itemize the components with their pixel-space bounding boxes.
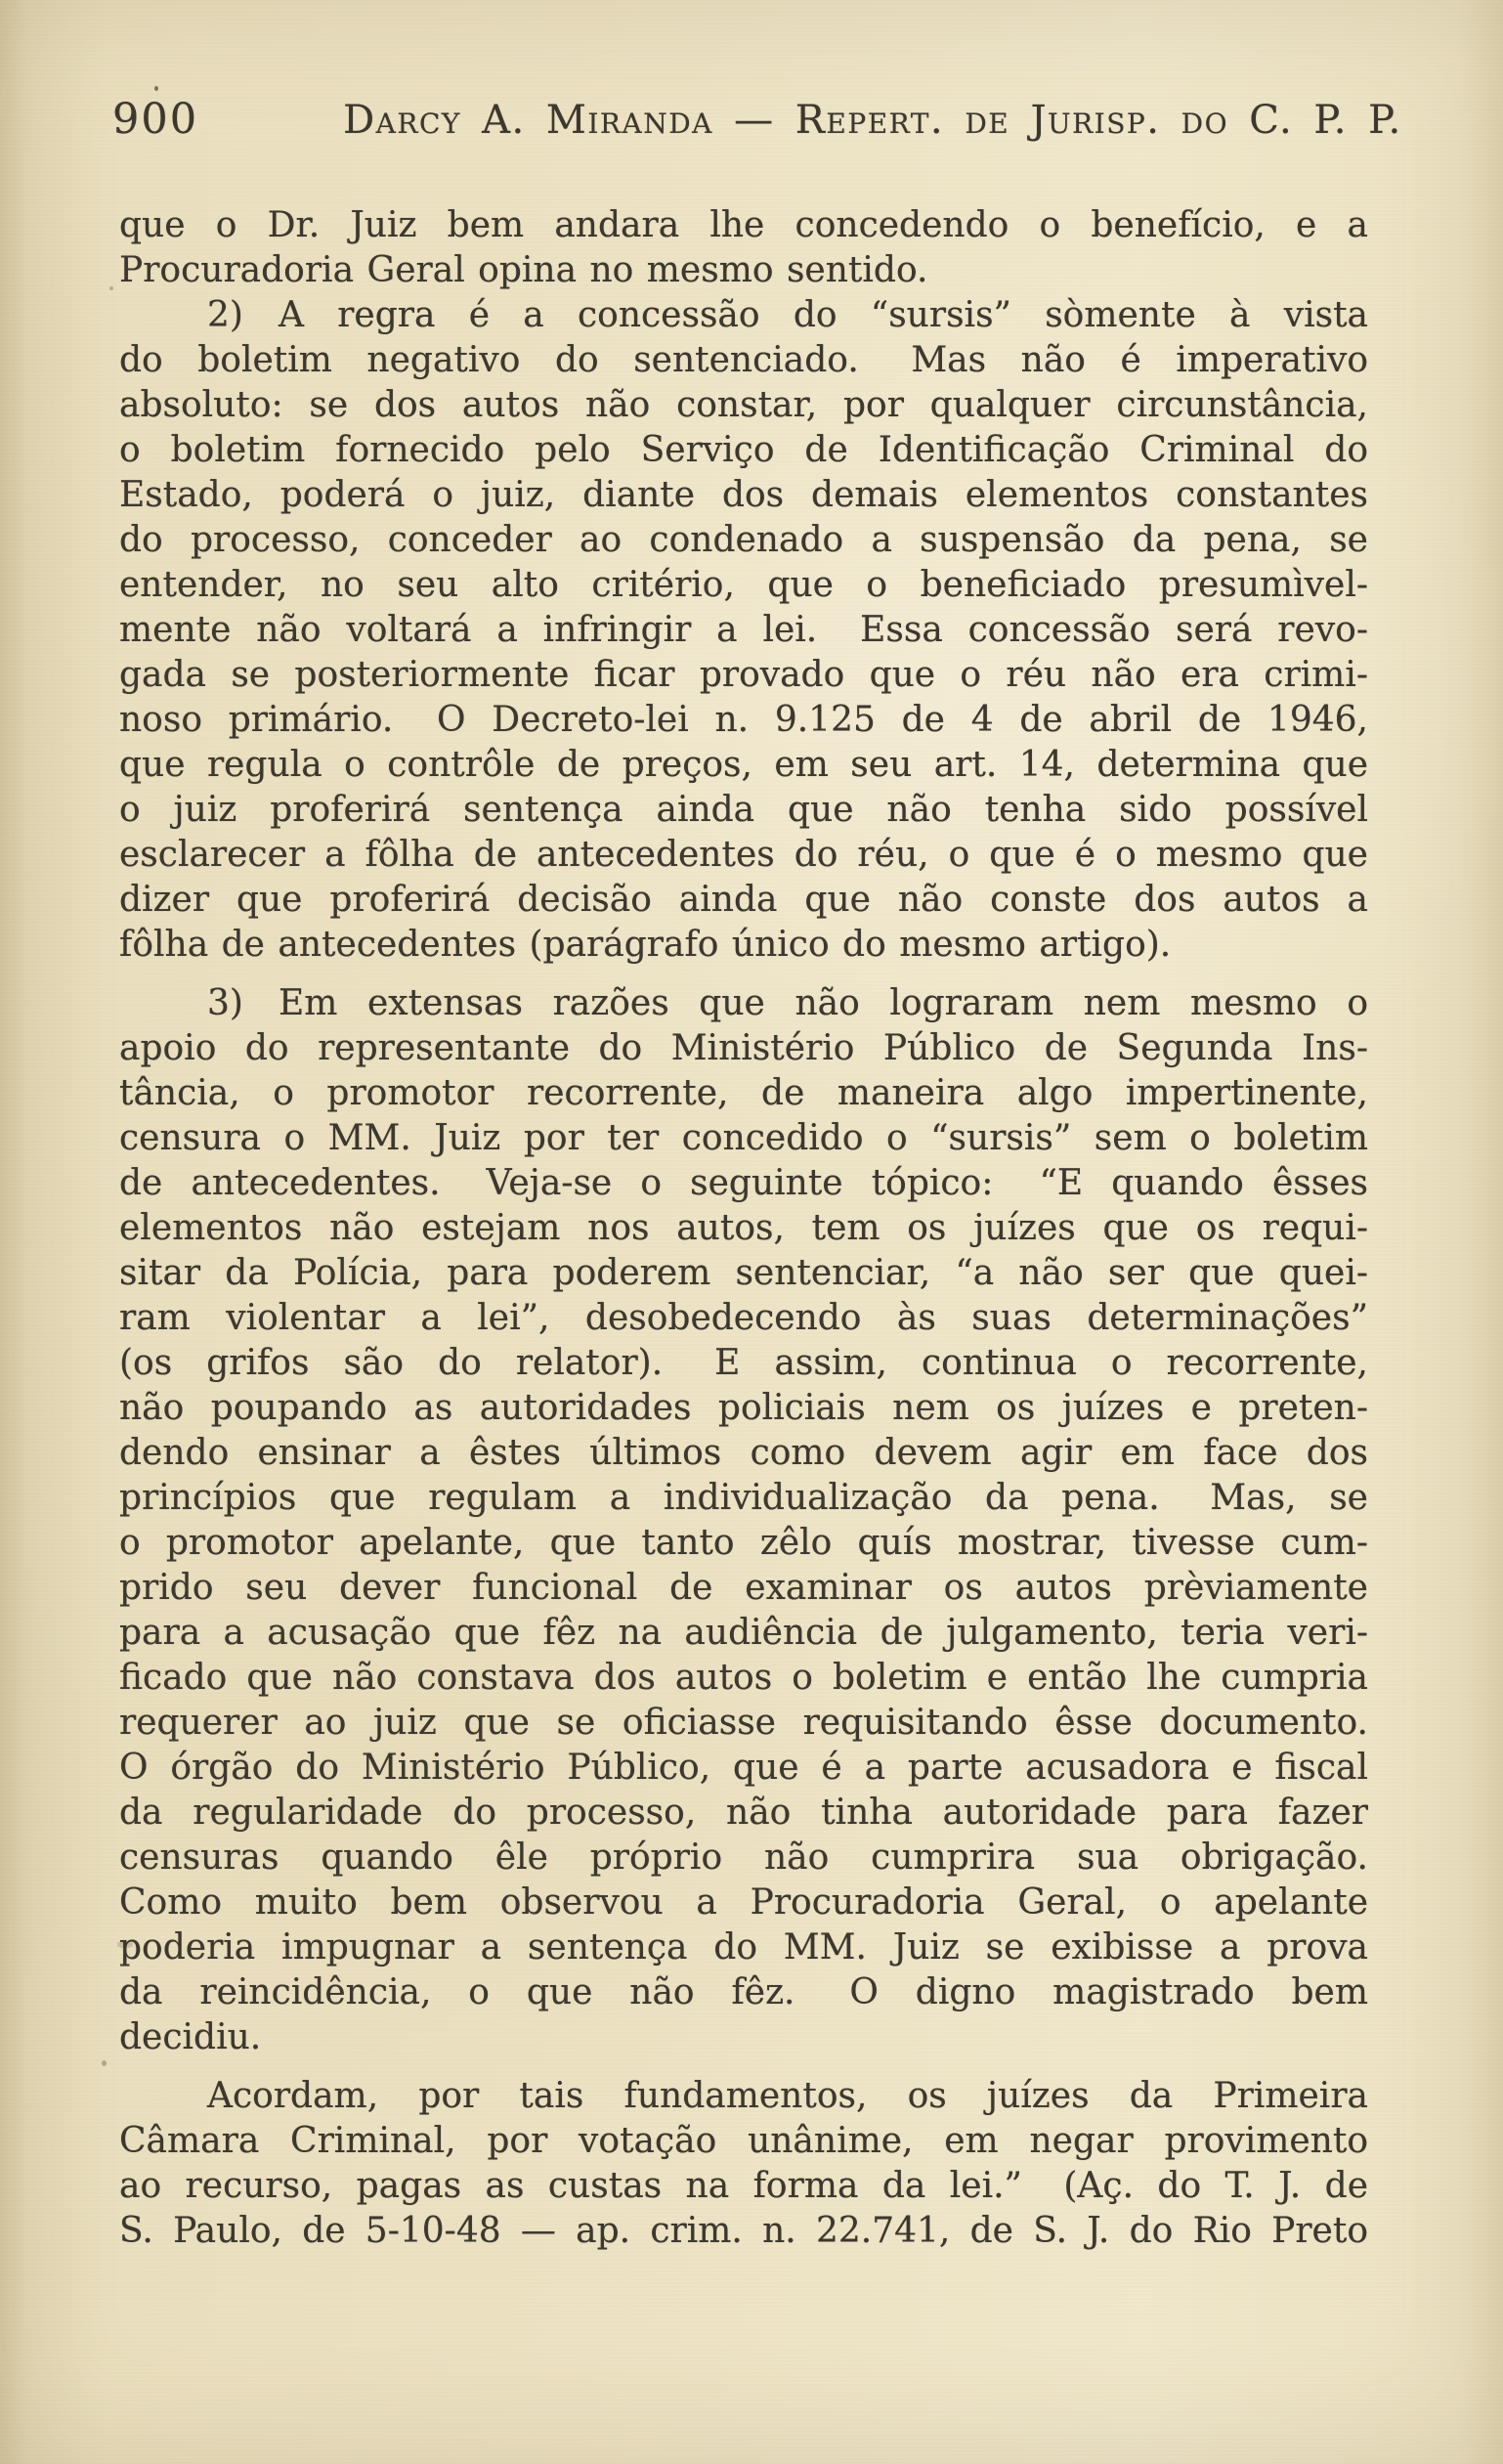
- text-line: dizer que proferirá decisão ainda que não conste dos autos a: [119, 880, 1368, 920]
- text-line: absoluto: se dos autos não constar, por qualquer circunstância,: [119, 385, 1368, 425]
- text-line: censura o MM. Juiz por ter concedido o “sursis” sem o boletim: [119, 1118, 1368, 1158]
- ink-speck: [109, 286, 113, 290]
- text-line: entender, no seu alto critério, que o beneficiado presumìvel-: [119, 565, 1368, 605]
- text-line: do boletim negativo do sentenciado. Mas não é imperativo: [119, 340, 1368, 380]
- text-line: do processo, conceder ao condenado a suspensão da pena, se: [119, 520, 1368, 560]
- text-line: Estado, poderá o juiz, diante dos demais elementos constantes: [119, 475, 1368, 515]
- text-line: decidiu.: [119, 2017, 262, 2057]
- paragraph: [119, 2074, 1368, 2254]
- ink-speck: [154, 86, 158, 91]
- text-line: o juiz proferirá sentença ainda que não tenha sido possível: [119, 790, 1368, 830]
- text-line: ram violentar a lei”, desobedecendo às suas determinações”: [119, 1298, 1368, 1338]
- text-line: 3) Em extensas razões que não lograram nem mesmo o: [207, 983, 1368, 1023]
- paragraph: [119, 203, 1368, 293]
- text-line: sitar da Polícia, para poderem sentenciar, “a não ser que quei-: [119, 1253, 1368, 1293]
- paragraph: [119, 293, 1368, 968]
- text-line: gada se posteriormente ficar provado que o réu não era crimi-: [119, 655, 1368, 695]
- text-line: S. Paulo, de 5-10-48 — ap. crim. n. 22.741, de S. J. do Rio Preto: [119, 2211, 1368, 2251]
- text-line: para a acusação que fêz na audiência de julgamento, teria veri-: [119, 1613, 1368, 1653]
- text-line: de antecedentes. Veja-se o seguinte tópico: “E quando êsses: [119, 1163, 1368, 1203]
- text-line: elementos não estejam nos autos, tem os juízes que os requi-: [119, 1208, 1368, 1248]
- text-line: Procuradoria Geral opina no mesmo sentido.: [119, 250, 928, 290]
- text-line: ficado que não constava dos autos o boletim e então lhe cumpria: [119, 1658, 1368, 1698]
- text-line: princípios que regulam a individualização da pena. Mas, se: [119, 1478, 1368, 1518]
- text-line: da reincidência, o que não fêz. O digno magistrado bem: [119, 1972, 1368, 2012]
- running-head: [0, 0, 1503, 146]
- text-line: que regula o contrôle de preços, em seu art. 14, determina que: [119, 745, 1368, 785]
- text-line: da regularidade do processo, não tinha autoridade para fazer: [119, 1793, 1368, 1833]
- text-line: requerer ao juiz que se oficiasse requisitando êsse documento.: [119, 1703, 1368, 1743]
- text-line: ao recurso, pagas as custas na forma da lei.” (Aç. do T. J. de: [119, 2166, 1368, 2206]
- ink-speck: [102, 2060, 107, 2066]
- text-line: tância, o promotor recorrente, de maneira algo impertinente,: [119, 1073, 1368, 1113]
- text-line: prido seu dever funcional de examinar os autos prèviamente: [119, 1568, 1368, 1608]
- text-line: esclarecer a fôlha de antecedentes do réu, o que é o mesmo que: [119, 835, 1368, 875]
- text-line: o promotor apelante, que tanto zêlo quís mostrar, tivesse cum-: [119, 1523, 1368, 1563]
- text-line: fôlha de antecedentes (parágrafo único do mesmo artigo).: [119, 925, 1172, 965]
- text-line: censuras quando êle próprio não cumprira sua obrigação.: [119, 1837, 1368, 1878]
- text-line: Acordam, por tais fundamentos, os juízes da Primeira: [207, 2076, 1368, 2116]
- paragraphs: [119, 203, 1368, 2254]
- text-line: o boletim fornecido pelo Serviço de Identificação Criminal do: [119, 430, 1368, 470]
- ink-speck: [117, 1941, 133, 1948]
- text-line: Câmara Criminal, por votação unânime, em negar provimento: [119, 2121, 1368, 2161]
- text-line: Como muito bem observou a Procuradoria Geral, o apelante: [119, 1882, 1368, 1923]
- text-line: dendo ensinar a êstes últimos como devem agir em face dos: [119, 1433, 1368, 1473]
- text-line: mente não voltará a infringir a lei. Essa concessão será revo-: [119, 610, 1368, 650]
- text-line: não poupando as autoridades policiais nem os juízes e preten-: [119, 1388, 1368, 1428]
- paragraph: [119, 981, 1368, 2060]
- text-line: O órgão do Ministério Público, que é a parte acusadora e fiscal: [119, 1748, 1368, 1788]
- text-line: 2) A regra é a concessão do “sursis” sòmente à vista: [207, 295, 1368, 335]
- running-title: Darcy A. Miranda — Repert. de Jurisp. do C. P. P.: [343, 98, 1402, 143]
- text-line: que o Dr. Juiz bem andara lhe concedendo o benefício, e a: [119, 205, 1368, 245]
- text-line: (os grifos são do relator). E assim, continua o recorrente,: [119, 1343, 1368, 1383]
- text-line: noso primário. O Decreto-lei n. 9.125 de 4 de abril de 1946,: [119, 700, 1368, 740]
- page-number: 900: [112, 95, 199, 144]
- text-line: poderia impugnar a sentença do MM. Juiz se exibisse a prova: [119, 1927, 1368, 1967]
- text-line: apoio do representante do Ministério Público de Segunda Ins-: [119, 1028, 1368, 1068]
